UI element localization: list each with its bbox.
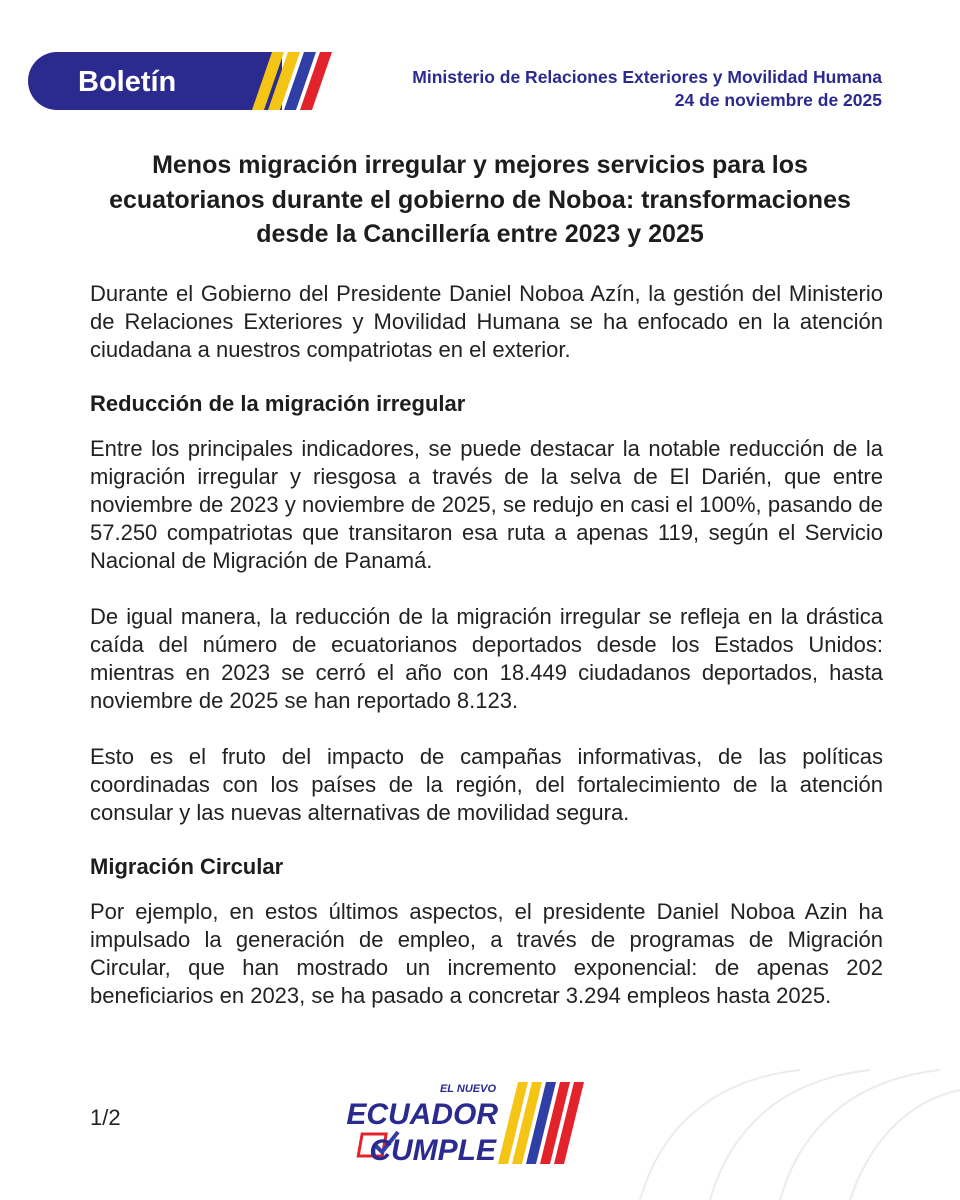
paragraph-employment: Por ejemplo, en estos últimos aspectos, el presidente Daniel Noboa Azin ha impulsado la generación de empleo, a través de programas de Migración Circular, que han mostrado un incremento exponencial: de apenas 202 beneficiarios en 2023, se ha pasado a concretar 3.294 empleos hasta 2025.: [90, 899, 883, 1008]
article-body: [90, 280, 883, 1010]
page-number: 1/2: [90, 1105, 121, 1130]
paragraph-campaigns: Esto es el fruto del impacto de campañas informativas, de las políticas coordinadas con los países de la región, del fortalecimiento de la atención consular y las nuevas alternativas de movilidad segura.: [90, 744, 883, 825]
logo-line-1: EL NUEVO: [439, 1083, 496, 1095]
ministry-name: Ministerio de Relaciones Exteriores y Movilidad Humana: [412, 67, 882, 87]
title-line: Menos migración irregular y mejores servicios para los: [152, 151, 808, 179]
paragraph-deportations: De igual manera, la reducción de la migración irregular se refleja en la drástica caída del número de ecuatorianos deportados desde los Estados Unidos: mientras en 2023 se cerró el año con 18.449 ciudadanos deportados, hasta noviembre de 2025 se han reportado 8.123.: [90, 604, 883, 713]
section-heading-circular-migration: Migración Circular: [90, 854, 284, 879]
paragraph-darien: Entre los principales indicadores, se puede destacar la notable reducción de la migración irregular y riesgosa a través de la selva de El Darién, que entre noviembre de 2023 y noviembre de 2025, se redujo en casi el 100%, pasando de 57.250 compatriotas que transitaron esa ruta a apenas 119, según el Servicio Nacional de Migración de Panamá.: [90, 436, 883, 573]
header-info: [412, 66, 882, 112]
logo-line-3: CUMPLE: [369, 1134, 496, 1167]
decorative-waves: [600, 1040, 960, 1200]
el-nuevo-ecuador-cumple-logo: [346, 1078, 598, 1168]
logo-line-2: ECUADOR: [346, 1098, 498, 1131]
intro-paragraph: Durante el Gobierno del Presidente Daniel Noboa Azín, la gestión del Ministerio de Relaciones Exteriores y Movilidad Humana se ha enfocado en la atención ciudadana a nuestros compatriotas en el exterior.: [90, 281, 883, 362]
section-heading-irregular-migration: Reducción de la migración irregular: [90, 391, 466, 416]
logo-stripes-icon: [498, 1082, 584, 1164]
bulletin-label: Boletín: [78, 66, 177, 98]
flag-stripes-icon: [250, 50, 340, 112]
bulletin-date: 24 de noviembre de 2025: [674, 90, 882, 110]
title-line: desde la Cancillería entre 2023 y 2025: [256, 220, 704, 248]
title-line: ecuatorianos durante el gobierno de Noboa: transformaciones: [109, 185, 851, 214]
page-title: [90, 148, 870, 252]
